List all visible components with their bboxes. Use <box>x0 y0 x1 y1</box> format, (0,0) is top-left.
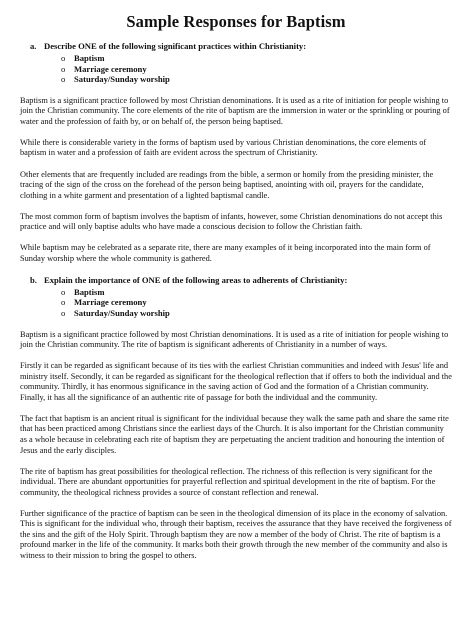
question-b-text: Explain the importance of ONE of the following areas to adherents of Christianity: <box>44 274 348 285</box>
question-b <box>30 275 452 286</box>
option-label: Marriage ceremony <box>74 297 147 308</box>
option-label: Baptism <box>74 286 105 297</box>
body-paragraph: The most common form of baptism involves the baptism of infants, however, some Christian denominations do not accept this practice and will only baptise adults who have made a conscious decision to follow the Christian faith. <box>20 211 443 232</box>
bullet-icon: o <box>61 308 66 319</box>
question-a-options <box>20 53 452 85</box>
option-item <box>61 63 452 75</box>
question-a-letter: a. <box>30 41 37 51</box>
body-paragraph: Baptism is a significant practice followed by most Christian denominations. It is used as a rite of initiation for people wishing to join the Christian community. The core elements of the rite of baptism are the immersion in water or the sprinkling or pouring of water and the profession of faith by, or on behalf of, the person being baptised. <box>20 95 450 126</box>
option-item <box>61 297 452 308</box>
question-b-letter: b. <box>30 274 37 285</box>
body-paragraph: Further significance of the practice of baptism can be seen in the theological dimension of its place in the economy of salvation. This is significant for the individual who, through their baptism, receives the assurance that they have received the forgiveness of the sins and the gift of the Holy Spirit. Through baptism they are now a member of the body of Christ. The rite of baptism is a profound marker in the life of the community. It marks both their growth through the new member of the community and also is witness to their mission to bring the gospel to others. <box>20 508 452 560</box>
body-paragraph: While baptism may be celebrated as a separate rite, there are many examples of it being incorporated into the main form of Sunday worship where the whole community is gathered. <box>20 243 431 263</box>
body-paragraph: Firstly it can be regarded as significant because of its ties with the earliest Christian communities and indeed with Jesus' life and ministry itself. Secondly, it can be regarded as significant for the theological reflection that if offers to both the individual and the community. Thirdly, it has enormous significance in the saving action of God and the formation of a Christian community. Finally, it has all the significance of an authentic rite of passage for both the individual and the community. <box>20 361 452 402</box>
option-item <box>61 53 452 64</box>
option-label: Saturday/Sunday worship <box>74 74 170 85</box>
page-title: Sample Responses for Baptism <box>126 12 346 31</box>
body-paragraph: Baptism is a significant practice followed by most Christian denominations. It is used as a rite of initiation for people wishing to join the Christian community. The rite of baptism is significant adherents of Christianity in a number of ways. <box>20 329 449 350</box>
body-paragraph: The rite of baptism has great possibilities for theological reflection. The richness of this reflection is very significant for the individual. There are abundant opportunities for prayerful reflection and spiritual development in the rite of baptism. For the community, the theological richness provides a source of constant reflection and renewal. <box>20 466 436 497</box>
bullet-icon: o <box>61 63 66 74</box>
bullet-icon: o <box>61 74 66 85</box>
bullet-icon: o <box>61 297 66 308</box>
bullet-icon: o <box>61 53 66 63</box>
option-label: Saturday/Sunday worship <box>74 308 170 319</box>
body-paragraph: The fact that baptism is an ancient ritual is significant for the individual because they walk the same path and share the same rite that has been practiced among Christians since the earliest days of the Church. It is also important for the Christian community as a whole because in celebrating each rite of baptism they are perpetuating the ancient tradition and honouring the intention of Jesus and the early disciples. <box>20 413 449 455</box>
option-label: Baptism <box>74 53 105 63</box>
body-paragraph: Other elements that are frequently included are readings from the bible, a sermon or homily from the presiding minister, the tracing of the sign of the cross on the forehead of the person being baptised, anointing with oil, prayers for the candidate, clothing in a white garment and presentation of a lighted baptismal candle. <box>20 169 434 200</box>
option-item <box>61 74 452 85</box>
question-a-text: Describe ONE of the following significant practices within Christianity: <box>44 41 307 51</box>
option-item <box>61 308 452 319</box>
question-b-options <box>20 287 452 319</box>
option-label: Marriage ceremony <box>74 63 147 74</box>
bullet-icon: o <box>61 286 66 297</box>
body-paragraph: While there is considerable variety in the forms of baptism used by various Christian denominations, the core elements of baptism in water and a profession of faith are evident across the spectrum of Christianity. <box>20 137 427 158</box>
option-item <box>61 286 452 298</box>
question-a <box>30 41 452 52</box>
